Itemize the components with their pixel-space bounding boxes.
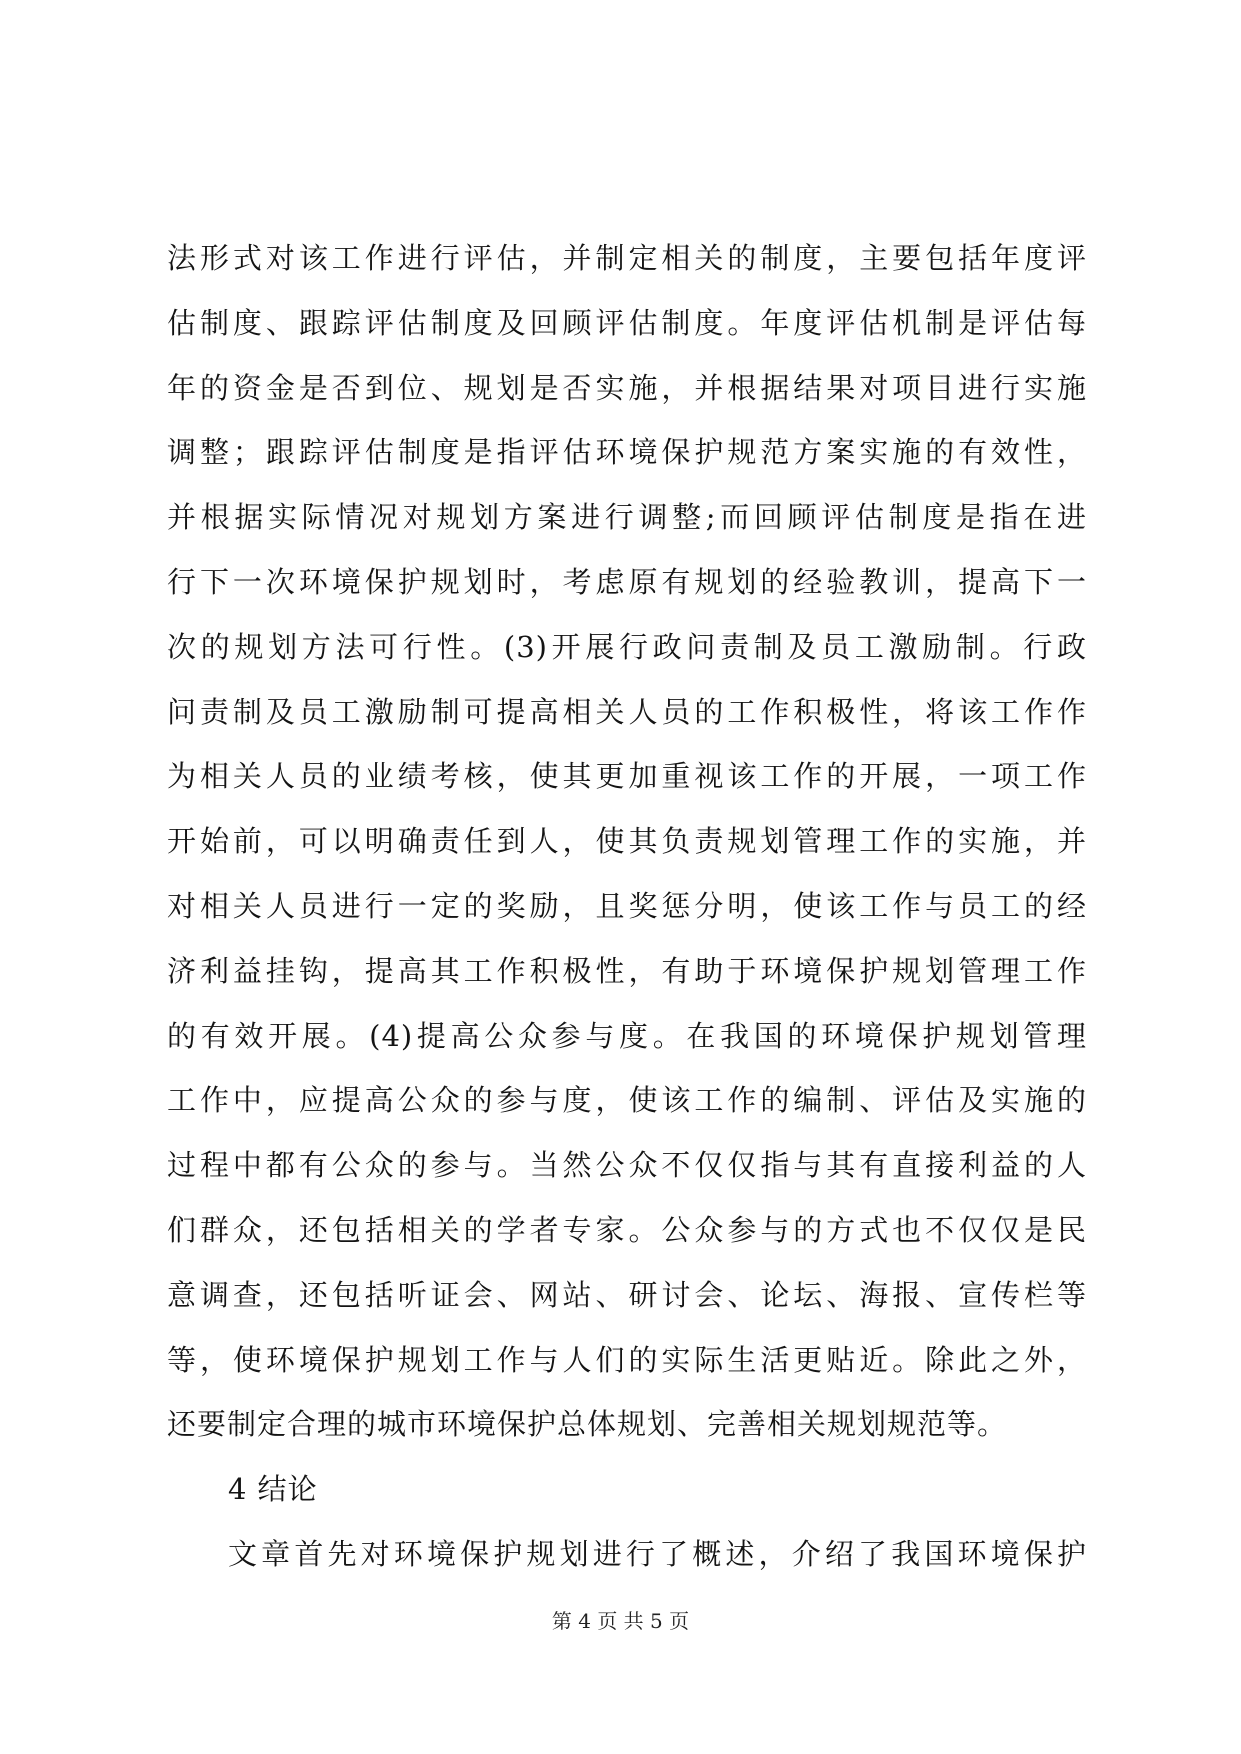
text-line: 行下一次环境保护规划时，考虑原有规划的经验教训，提高下一: [167, 564, 1087, 599]
text-line: 估制度、跟踪评估制度及回顾评估制度。年度评估机制是评估每: [167, 305, 1087, 340]
text-line: 年的资金是否到位、规划是否实施，并根据结果对项目进行实施: [167, 370, 1087, 405]
text-line: 调整；跟踪评估制度是指评估环境保护规范方案实施的有效性，: [167, 435, 1087, 470]
text-line: 们群众，还包括相关的学者专家。公众参与的方式也不仅仅是民: [167, 1212, 1087, 1247]
text-line: 为相关人员的业绩考核，使其更加重视该工作的开展，一项工作: [167, 759, 1087, 794]
text-line: 并根据实际情况对规划方案进行调整;而回顾评估制度是指在进: [167, 500, 1087, 535]
text-line: 开始前，可以明确责任到人，使其负责规划管理工作的实施，并: [167, 824, 1087, 859]
text-line: 次的规划方法可行性。(3)开展行政问责制及员工激励制。行政: [167, 629, 1087, 664]
text-line: 问责制及员工激励制可提高相关人员的工作积极性，将该工作作: [167, 694, 1087, 729]
text-line: 的有效开展。(4)提高公众参与度。在我国的环境保护规划管理: [167, 1018, 1087, 1053]
text-line: 过程中都有公众的参与。当然公众不仅仅指与其有直接利益的人: [167, 1148, 1087, 1183]
body-text: [167, 226, 1087, 1587]
text-line: 对相关人员进行一定的奖励，且奖惩分明，使该工作与员工的经: [167, 888, 1087, 923]
text-line: 还要制定合理的城市环境保护总体规划、完善相关规划规范等。: [167, 1407, 1008, 1442]
text-line: 工作中，应提高公众的参与度，使该工作的编制、评估及实施的: [167, 1083, 1087, 1118]
text-line: 济利益挂钩，提高其工作积极性，有助于环境保护规划管理工作: [167, 953, 1087, 988]
text-line: 法形式对该工作进行评估，并制定相关的制度，主要包括年度评: [167, 241, 1087, 275]
text-line: 意调查，还包括听证会、网站、研讨会、论坛、海报、宣传栏等: [167, 1277, 1087, 1312]
text-line: 等，使环境保护规划工作与人们的实际生活更贴近。除此之外，: [167, 1342, 1087, 1377]
page-footer: 第 4 页 共 5 页: [551, 1609, 690, 1633]
section-heading: 4 结论: [228, 1472, 318, 1507]
conclusion-first-line: 文章首先对环境保护规划进行了概述，介绍了我国环境保护: [228, 1536, 1087, 1571]
